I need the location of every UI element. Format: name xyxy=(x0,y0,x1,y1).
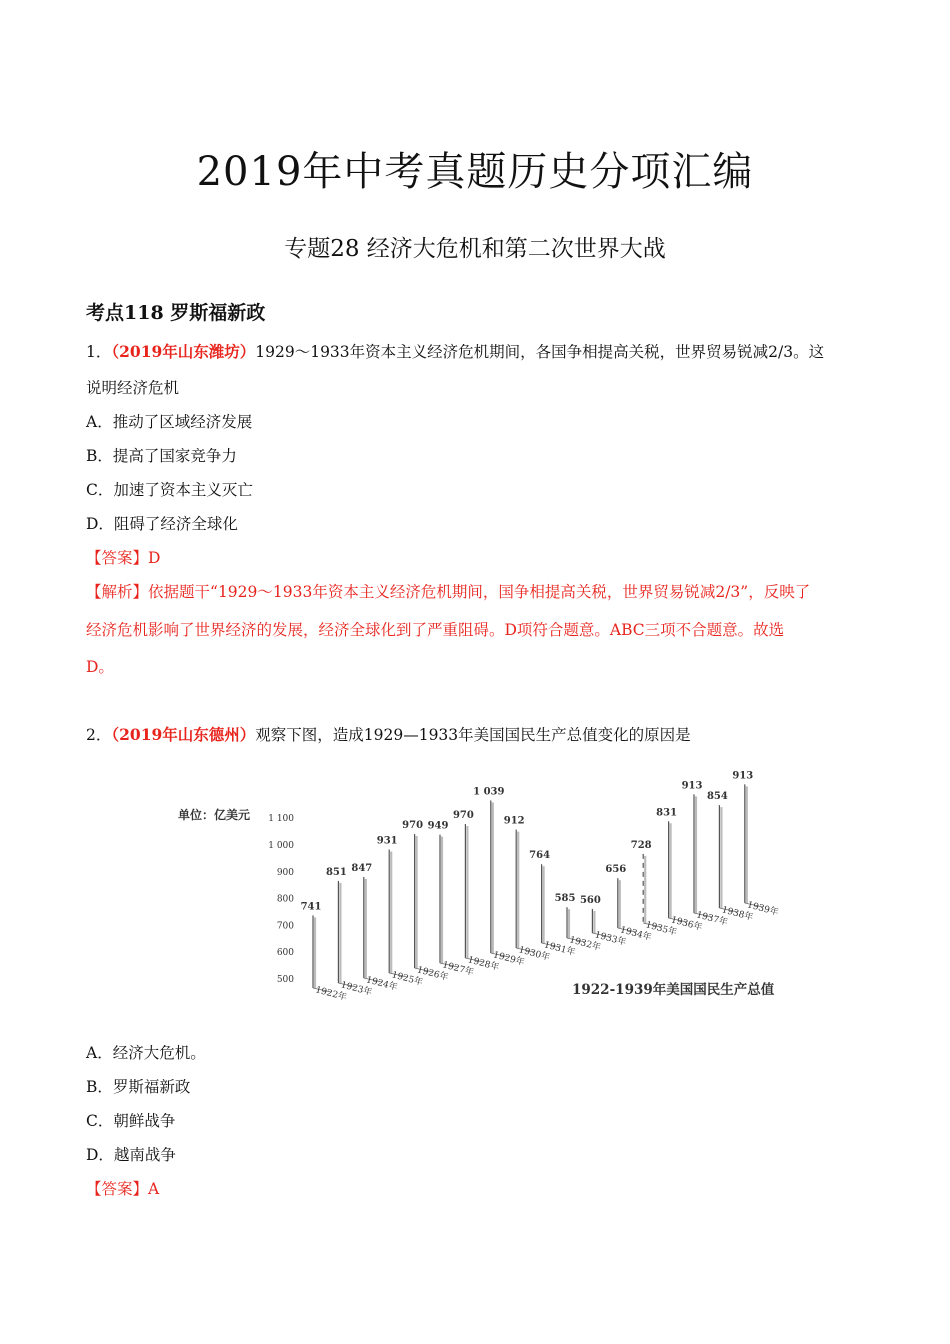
chart-year-label: 1933年 xyxy=(593,930,628,949)
chart-year-label: 1923年 xyxy=(339,980,374,999)
chart-year-label: 1926年 xyxy=(415,965,450,984)
chart-ytick-label: 900 xyxy=(276,867,294,878)
chart-year-label: 1924年 xyxy=(365,975,399,994)
q1-answer-value: D xyxy=(148,549,161,567)
chart-value-label: 970 xyxy=(402,820,424,832)
chart-unit-label: 单位：亿美元 xyxy=(178,808,251,822)
q2-option-b: B．罗斯福新政 xyxy=(86,1078,191,1096)
q1-option-c: C．加速了资本主义灭亡 xyxy=(86,481,253,499)
q2-number: 2． xyxy=(86,726,112,744)
chart-value-label: 847 xyxy=(351,863,373,875)
q1-option-b: B．提高了国家竞争力 xyxy=(86,447,237,465)
q2-stem: 观察下图，造成1929—1933年美国国民生产总值变化的原因是 xyxy=(255,726,691,744)
chart-year-label: 1938年 xyxy=(720,905,755,924)
chart-value-label: 764 xyxy=(529,850,551,862)
q1-stem: 1929～1933年资本主义经济危机期间，各国争相提高关税，世界贸易锐减2/3。这 xyxy=(255,343,825,361)
chart-value-label: 741 xyxy=(300,901,322,913)
q1-analysis-line3: D。 xyxy=(86,658,114,676)
chart-value-label: 560 xyxy=(579,894,601,906)
chart-value-label: 970 xyxy=(452,810,474,822)
page-title: 2019年中考真题历史分项汇编 xyxy=(196,149,754,195)
q1-option-d: D．阻碍了经济全球化 xyxy=(86,515,238,533)
chart-year-label: 1929年 xyxy=(492,950,526,969)
q2-option-c: C．朝鲜战争 xyxy=(86,1112,176,1130)
q1-stem-line2: 说明经济危机 xyxy=(86,379,180,397)
chart-year-label: 1939年 xyxy=(746,900,780,919)
chart-ytick-label: 1 100 xyxy=(268,814,294,825)
gnp-chart xyxy=(160,770,800,1010)
chart-year-label: 1937年 xyxy=(695,910,729,929)
q1-option-a: A．推动了区域经济发展 xyxy=(86,413,253,431)
q2-answer xyxy=(86,1177,159,1199)
q1-analysis-text1: 依据题干“1929～1933年资本主义经济危机期间，国争相提高关税，世界贸易锐减2/3”，反映了 xyxy=(148,583,811,601)
chart-value-label: 912 xyxy=(503,815,525,827)
chart-value-label: 854 xyxy=(706,791,728,803)
q2-answer-value: A xyxy=(148,1180,160,1198)
q1-analysis-tag: 【解析】 xyxy=(86,583,149,601)
chart-value-label: 585 xyxy=(554,893,576,905)
q2-source: （2019年山东德州） xyxy=(111,725,256,744)
chart-ytick-label: 600 xyxy=(276,948,294,959)
q1-stem-line1 xyxy=(86,340,824,362)
chart-year-label: 1922年 xyxy=(314,985,348,1004)
chart-year-label: 1931年 xyxy=(542,940,577,959)
q1-answer-tag: 【答案】 xyxy=(86,549,149,567)
page-subtitle: 专题28 经济大危机和第二次世界大战 xyxy=(284,236,666,262)
section-heading: 考点118 罗斯福新政 xyxy=(86,302,266,324)
chart-year-label: 1936年 xyxy=(669,915,704,934)
chart-value-label: 831 xyxy=(656,807,678,819)
q2-option-d: D．越南战争 xyxy=(86,1146,176,1164)
chart-year-label: 1930年 xyxy=(517,945,551,964)
chart-value-label: 913 xyxy=(681,780,703,792)
chart-ytick-label: 800 xyxy=(276,894,294,905)
chart-title: 1922-1939年美国国民生产总值 xyxy=(572,982,775,998)
chart-value-label: 1 039 xyxy=(473,786,505,798)
q1-answer xyxy=(86,546,160,568)
chart-ytick-label: 700 xyxy=(276,921,294,932)
q1-number: 1． xyxy=(86,343,112,361)
chart-value-label: 728 xyxy=(630,839,652,851)
q2-answer-tag: 【答案】 xyxy=(86,1180,149,1198)
chart-ytick-label: 500 xyxy=(276,975,294,985)
chart-year-label: 1927年 xyxy=(441,960,475,979)
q1-source: （2019年山东潍坊） xyxy=(111,342,256,361)
chart-year-label: 1932年 xyxy=(568,935,602,954)
chart-value-label: 949 xyxy=(427,820,449,832)
q1-analysis-line2: 经济危机影响了世界经济的发展，经济全球化到了严重阻碍。D项符合题意。ABC三项不合题意。故选 xyxy=(86,621,785,639)
chart-value-label: 851 xyxy=(325,866,347,878)
chart-ytick-label: 1 000 xyxy=(268,841,294,851)
chart-value-label: 913 xyxy=(732,770,754,782)
chart-value-label: 656 xyxy=(605,864,627,876)
chart-year-label: 1935年 xyxy=(644,920,678,939)
chart-year-label: 1925年 xyxy=(390,970,424,989)
chart-year-label: 1928年 xyxy=(466,955,501,974)
chart-year-label: 1934年 xyxy=(619,925,653,944)
chart-value-label: 931 xyxy=(376,835,398,847)
q2-option-a: A．经济大危机。 xyxy=(86,1044,206,1062)
q1-analysis-line1 xyxy=(86,580,810,602)
q2-stem-line xyxy=(86,723,691,745)
